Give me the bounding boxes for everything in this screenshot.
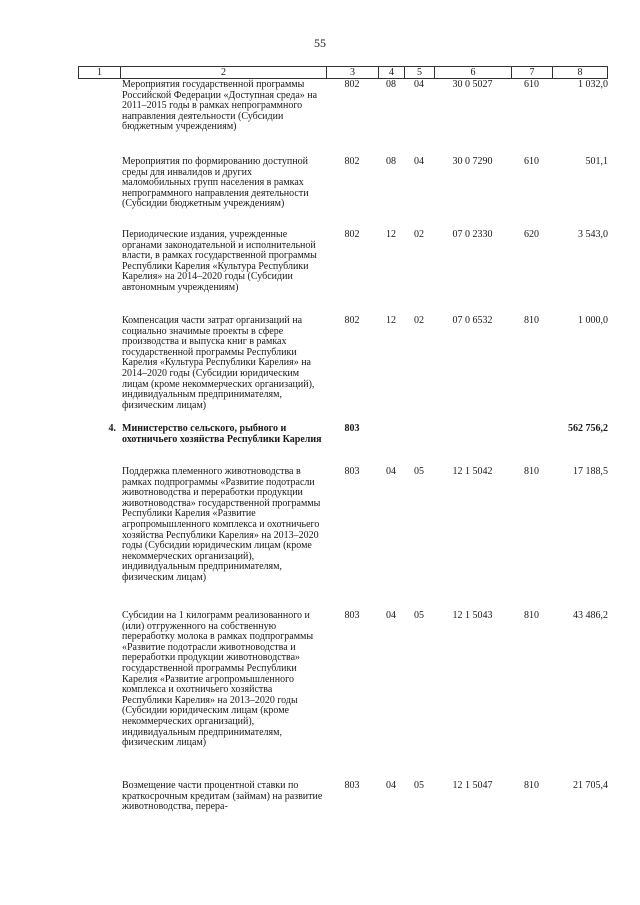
row-sum: 43 486,2 [573, 610, 608, 621]
table-row [78, 315, 608, 423]
row-name: Мероприятия по формированию доступной среды для инвалидов и других маломобильных групп населения в рамках непрограммного направления деятельности (Субсидии бюджетным учреждениям) [122, 156, 309, 210]
row-section: 04 [386, 610, 396, 621]
row-name: Мероприятия государственной программы Российской Федерации «Доступная среда» на 2011–2015 годы в рамках непрограммного направления деятельности (Субсидии бюджетным учреждениям) [122, 79, 318, 133]
row-name: Субсидии на 1 килограмм реализованного и (или) отгруженного на собственную переработку молока в рамках подпрограммы «Развитие подотрасли животноводства и переработки продукции животноводства» государственной программы Республики Карелия «Развитие агропромышленного комплекса и охотничьего хозяйства Республики Карелия» на 2013–2020 годы (Субсидии юридическим лицам (кроме некоммерческих организаций), индивидуальным предпринимателям, физическим лицам) [122, 610, 314, 749]
row-name: Возмещение части процентной ставки по краткосрочным кредитам (займам) на развитие животноводства, перера- [122, 780, 323, 813]
row-expense-type: 810 [524, 315, 539, 326]
row-expense-type: 810 [524, 780, 539, 791]
row-expense-type: 610 [524, 156, 539, 167]
row-code: 802 [344, 315, 360, 326]
table-row [78, 466, 608, 610]
row-number [78, 466, 120, 610]
row-subsection: 04 [414, 79, 424, 90]
row-target-article: 30 0 5027 [452, 79, 493, 90]
row-sum: 1 032,0 [578, 79, 608, 90]
table-row [78, 79, 608, 156]
row-sum: 21 705,4 [573, 780, 608, 791]
row-subsection: 02 [414, 315, 424, 326]
page-number: 55 [314, 36, 326, 50]
row-section: 08 [386, 156, 396, 167]
row-target-article: 30 0 7290 [452, 156, 493, 167]
row-target-article: 12 1 5047 [452, 780, 493, 791]
row-name: Периодические издания, учрежденные органами законодательной и исполнительной власти, в рамках государственной программы Республики Карелия «Культура Республики Карелия» на 2014–2020 годы (Субсидии автономным учреждениям) [122, 229, 317, 293]
row-target-article: 12 1 5043 [452, 610, 493, 621]
row-subsection: 05 [414, 780, 424, 791]
row-code: 803 [344, 610, 360, 621]
row-section: 08 [386, 79, 396, 90]
row-target-article [434, 423, 511, 466]
row-number: 4. [108, 423, 116, 434]
table-row [78, 156, 608, 229]
row-expense-type [511, 423, 552, 466]
header-cell: 5 [404, 67, 434, 78]
row-section: 12 [386, 229, 396, 240]
row-section [378, 423, 404, 466]
row-number [78, 610, 120, 780]
header-cell: 3 [326, 67, 378, 78]
row-number [78, 156, 120, 229]
row-sum: 1 000,0 [578, 315, 608, 326]
row-expense-type: 810 [524, 466, 539, 477]
row-subsection: 05 [414, 610, 424, 621]
header-cell: 7 [511, 67, 552, 78]
row-code: 802 [344, 229, 360, 240]
table-row [78, 610, 608, 780]
row-section: 04 [386, 466, 396, 477]
row-sum: 3 543,0 [578, 229, 608, 240]
row-expense-type: 610 [524, 79, 539, 90]
header-cell: 8 [552, 67, 608, 78]
header-cell: 4 [378, 67, 404, 78]
row-number [78, 229, 120, 315]
row-name: Компенсация части затрат организаций на социально значимые проекты в сфере производства и выпуска книг в рамках государственной программы Республики Карелия «Культура Республики Карелия» на 2014–2020 годы (Субсидии юридическим лицам (кроме некоммерческих организаций), индивидуальным предпринимателям, физическим лицам) [122, 315, 315, 411]
row-number [78, 315, 120, 423]
row-subsection: 04 [414, 156, 424, 167]
row-sum: 501,1 [585, 156, 608, 167]
row-section: 12 [386, 315, 396, 326]
header-cell: 1 [78, 67, 120, 78]
row-section: 04 [386, 780, 396, 791]
row-target-article: 07 0 2330 [452, 229, 493, 240]
row-subsection: 05 [414, 466, 424, 477]
row-number [78, 780, 120, 820]
table-row [78, 780, 608, 820]
row-sum: 17 188,5 [573, 466, 608, 477]
row-code: 803 [344, 466, 360, 477]
header-cell: 2 [120, 67, 326, 78]
row-code: 803 [344, 423, 360, 434]
budget-table [78, 66, 608, 820]
table-row-ministry [78, 423, 608, 466]
row-code: 802 [344, 79, 360, 90]
table-row [78, 229, 608, 315]
row-code: 802 [344, 156, 360, 167]
row-subsection: 02 [414, 229, 424, 240]
row-target-article: 12 1 5042 [452, 466, 493, 477]
header-cell: 6 [434, 67, 511, 78]
row-code: 803 [344, 780, 360, 791]
row-subsection [404, 423, 434, 466]
row-expense-type: 620 [524, 229, 539, 240]
row-number [78, 79, 120, 156]
row-expense-type: 810 [524, 610, 539, 621]
row-name: Поддержка племенного животноводства в рамках подпрограммы «Развитие подотрасли животноводства и переработки продукции животноводства» государственной программы Республики Карелия «Развитие агропромышленного комплекса и охотничьего хозяйства Республики Карелия» на 2013–2020 годы (Субсидии юридическим лицам (кроме некоммерческих организаций), индивидуальным предпринимателям, физическим лицам) [122, 466, 321, 583]
row-sum: 562 756,2 [568, 423, 608, 434]
row-name: Министерство сельского, рыбного и охотничьего хозяйства Республики Карелия [122, 423, 322, 445]
table-header [78, 66, 608, 79]
row-target-article: 07 0 6532 [452, 315, 493, 326]
